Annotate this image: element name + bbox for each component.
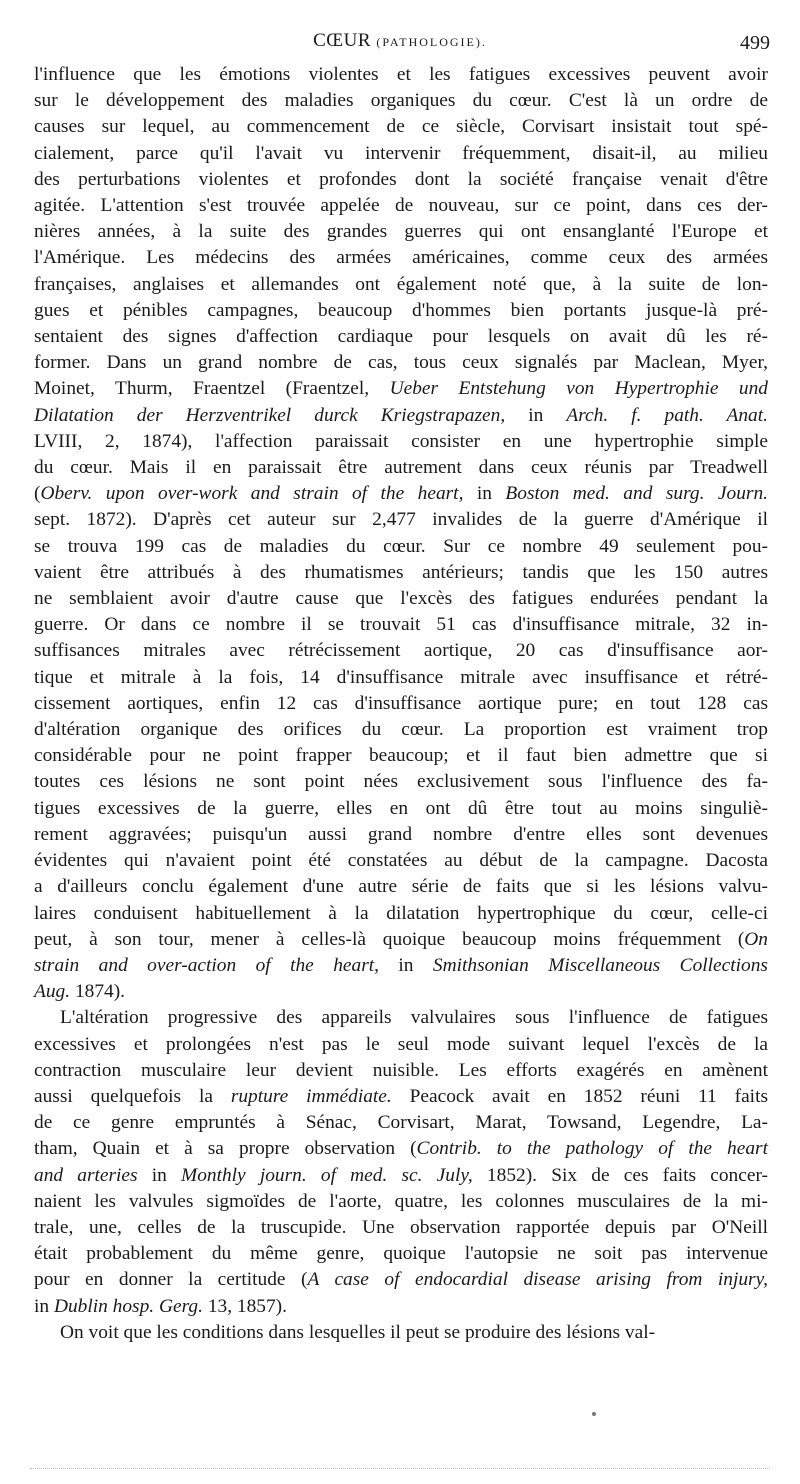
text-segment: évidentes qui n'avaient point été constatées au début de la campagne. Dacosta	[34, 850, 768, 872]
running-header	[0, 30, 800, 58]
text-line	[34, 769, 768, 795]
text-line	[34, 560, 768, 586]
text-line	[34, 743, 768, 769]
text-line	[34, 429, 768, 455]
text-segment: vaient être attribués à des rhumatismes antérieurs; tandis que les 150 autres	[34, 561, 768, 583]
italic-segment: Aug.	[34, 981, 71, 1003]
page-bottom-edge	[30, 1468, 770, 1471]
text-line	[34, 953, 768, 979]
text-line	[34, 403, 768, 429]
page-number: 499	[740, 32, 770, 54]
text-segment: Moinet, Thurm, Fraentzel (Fraentzel,	[34, 378, 390, 400]
text-segment: peut, à son tour, mener à celles-là quoique beaucoup moins fréquemment (	[34, 928, 745, 950]
text-line	[34, 1163, 768, 1189]
text-line	[34, 822, 768, 848]
paragraph	[34, 62, 768, 1005]
italic-segment: Oberv. upon over-work and strain of the heart	[40, 483, 459, 505]
text-line	[34, 796, 768, 822]
text-segment: d'altération organique des orifices du cœur. La proportion est vraiment trop	[34, 719, 768, 741]
text-line	[34, 1215, 768, 1241]
text-segment: cialement, parce qu'il l'avait vu intervenir fréquemment, disait-il, au milieu	[34, 142, 768, 164]
text-segment: toutes ces lésions ne sont point nées exclusivement sous l'influence des fa-	[34, 771, 768, 793]
text-line	[34, 1267, 768, 1293]
italic-segment: Smithsonian Miscellaneous Collections	[432, 954, 768, 976]
text-line	[34, 141, 768, 167]
text-segment: considérable pour ne point frapper beaucoup; et il faut bien admettre que si	[34, 745, 768, 767]
header-title-main: CŒUR	[313, 30, 372, 51]
text-segment: causes sur lequel, au commencement de ce siècle, Corvisart insistait tout spé-	[34, 116, 768, 138]
text-segment: l'Amérique. Les médecins des armées américaines, comme ceux des armées	[34, 247, 768, 269]
italic-segment: Boston med. and surg. Journ.	[505, 483, 768, 505]
text-line	[34, 1241, 768, 1267]
text-line	[34, 665, 768, 691]
text-line	[34, 193, 768, 219]
text-segment: agitée. L'attention s'est trouvée appelée de nouveau, sur ce point, dans ces der-	[34, 195, 768, 217]
text-line	[34, 1032, 768, 1058]
italic-segment: and arteries	[34, 1164, 138, 1186]
text-line	[34, 481, 768, 507]
text-line	[34, 62, 768, 88]
text-line	[34, 1058, 768, 1084]
text-segment: gues et pénibles campagnes, beaucoup d'hommes bien portants jusque-là pré-	[34, 299, 768, 321]
text-segment: Peacock avait en 1852 réuni 11 faits	[391, 1085, 768, 1107]
italic-segment: rupture immédiate.	[230, 1085, 392, 1107]
text-segment: suffisances mitrales avec rétrécissement aortique, 20 cas d'insuffisance aor-	[34, 640, 768, 662]
text-segment: L'altération progressive des appareils valvulaires sous l'influence de fatigues	[60, 1007, 768, 1029]
text-line	[34, 586, 768, 612]
text-line	[34, 1189, 768, 1215]
text-line	[34, 114, 768, 140]
italic-segment: Ueber Entstehung von Hypertrophie und	[389, 378, 769, 400]
text-segment: ne semblaient avoir d'autre cause que l'excès des fatigues endurées pendant la	[34, 588, 768, 610]
text-segment: françaises, anglaises et allemandes ont également noté que, à la suite de lon-	[34, 273, 768, 295]
italic-segment: strain and over-action of the heart	[34, 954, 375, 976]
text-segment: , in	[500, 404, 567, 426]
italic-segment: On	[744, 928, 768, 950]
italic-segment: Arch. f. path. Anat.	[566, 404, 768, 426]
text-line	[34, 1136, 768, 1162]
text-line	[34, 691, 768, 717]
text-segment: tham, Quain et à sa propre observation (	[34, 1138, 417, 1160]
text-line	[34, 848, 768, 874]
text-line	[34, 638, 768, 664]
text-segment: de ce genre empruntés à Sénac, Corvisart, Marat, Towsand, Legendre, La-	[34, 1112, 768, 1134]
text-segment: sur le développement des maladies organiques du cœur. C'est là un ordre de	[34, 90, 768, 112]
text-segment: des perturbations violentes et profondes dont la société française venait d'être	[34, 168, 768, 190]
italic-segment: Dilatation der Herzventrikel durck Kriegstrapazen	[34, 404, 501, 426]
text-line	[34, 350, 768, 376]
text-line	[34, 534, 768, 560]
text-segment: excessives et prolongées n'est pas le seul mode suivant lequel l'excès de la	[34, 1033, 768, 1055]
text-segment: était probablement du même genre, quoique l'autopsie ne soit pas intervenue	[34, 1243, 768, 1265]
text-segment: in	[137, 1164, 182, 1186]
text-line	[34, 219, 768, 245]
text-segment: On voit que les conditions dans lesquelles il peut se produire des lésions val-	[60, 1321, 656, 1343]
text-line	[34, 1110, 768, 1136]
italic-segment: Dublin hosp. Gerg.	[53, 1295, 203, 1317]
text-line	[34, 88, 768, 114]
text-line	[34, 1294, 768, 1320]
text-line	[34, 927, 768, 953]
text-line	[34, 167, 768, 193]
text-segment: laires conduisent habituellement à la dilatation hypertrophique du cœur, celle-ci	[34, 902, 768, 924]
text-segment: tigues excessives de la guerre, elles en ont dû être tout au moins singuliè-	[34, 797, 768, 819]
text-line	[34, 1005, 768, 1031]
text-segment: l'influence que les émotions violentes et les fatigues excessives peuvent avoir	[34, 64, 768, 85]
header-subtitle: (PATHOLOGIE).	[376, 35, 487, 49]
text-line	[34, 245, 768, 271]
text-line	[34, 979, 768, 1005]
text-line	[34, 455, 768, 481]
text-segment: pour en donner la certitude (	[34, 1269, 308, 1291]
body-text	[34, 62, 768, 1346]
text-segment: 13, 1857).	[202, 1295, 287, 1317]
text-segment: (	[34, 483, 41, 505]
text-line	[34, 874, 768, 900]
text-line	[34, 901, 768, 927]
text-segment: du cœur. Mais il en paraissait être autrement dans ceux réunis par Treadwell	[34, 457, 768, 479]
text-segment: rement aggravées; puisqu'un aussi grand nombre d'entre elles sont devenues	[34, 823, 768, 845]
text-segment: guerre. Or dans ce nombre il se trouvait 51 cas d'insuffisance mitrale, 32 in-	[34, 614, 768, 636]
text-line	[34, 272, 768, 298]
text-segment: aussi quelquefois la	[34, 1085, 231, 1107]
italic-segment: A case of endocardial disease arising from injury,	[307, 1269, 768, 1291]
print-speck	[592, 1412, 596, 1416]
paragraph	[34, 1005, 768, 1319]
text-line	[34, 324, 768, 350]
text-line	[34, 1320, 768, 1346]
text-segment: trale, une, celles de la truscupide. Une observation rapportée depuis par O'Neill	[34, 1216, 768, 1238]
text-segment: nières années, à la suite des grandes guerres qui ont ensanglanté l'Europe et	[34, 221, 768, 243]
text-segment: , in	[374, 954, 433, 976]
header-title	[0, 30, 800, 52]
italic-segment: Contrib. to the pathology of the heart	[416, 1138, 768, 1160]
text-segment: in	[34, 1295, 54, 1317]
text-segment: , in	[458, 483, 506, 505]
text-line	[34, 376, 768, 402]
paragraph	[34, 1320, 768, 1346]
text-segment: 1852). Six de ces faits concer-	[472, 1164, 768, 1186]
text-segment: former. Dans un grand nombre de cas, tous ceux signalés par Maclean, Myer,	[34, 352, 768, 374]
text-line	[34, 1084, 768, 1110]
text-segment: naient les valvules sigmoïdes de l'aorte, quatre, les colonnes musculaires de la mi-	[34, 1190, 768, 1212]
text-segment: contraction musculaire leur devient nuisible. Les efforts exagérés en amènent	[34, 1059, 768, 1081]
text-line	[34, 612, 768, 638]
text-segment: 1874).	[70, 981, 126, 1003]
text-segment: tique et mitrale à la fois, 14 d'insuffisance mitrale avec insuffisance et rétré-	[34, 666, 768, 688]
text-segment: sentaient des signes d'affection cardiaque pour lesquels on avait dû les ré-	[34, 326, 768, 348]
text-segment: sept. 1872). D'après cet auteur sur 2,477 invalides de la guerre d'Amérique il	[34, 509, 768, 531]
text-line	[34, 507, 768, 533]
text-segment: cissement aortiques, enfin 12 cas d'insuffisance aortique pure; en tout 128 cas	[34, 692, 768, 714]
text-segment: LVIII, 2, 1874), l'affection paraissait consister en une hypertrophie simple	[34, 430, 768, 452]
text-line	[34, 298, 768, 324]
text-segment: se trouva 199 cas de maladies du cœur. Sur ce nombre 49 seulement pou-	[34, 535, 768, 557]
text-line	[34, 717, 768, 743]
italic-segment: Monthly journ. of med. sc. July,	[181, 1164, 473, 1186]
text-segment: a d'ailleurs conclu également d'une autre série de faits que si les lésions valvu-	[34, 876, 768, 898]
